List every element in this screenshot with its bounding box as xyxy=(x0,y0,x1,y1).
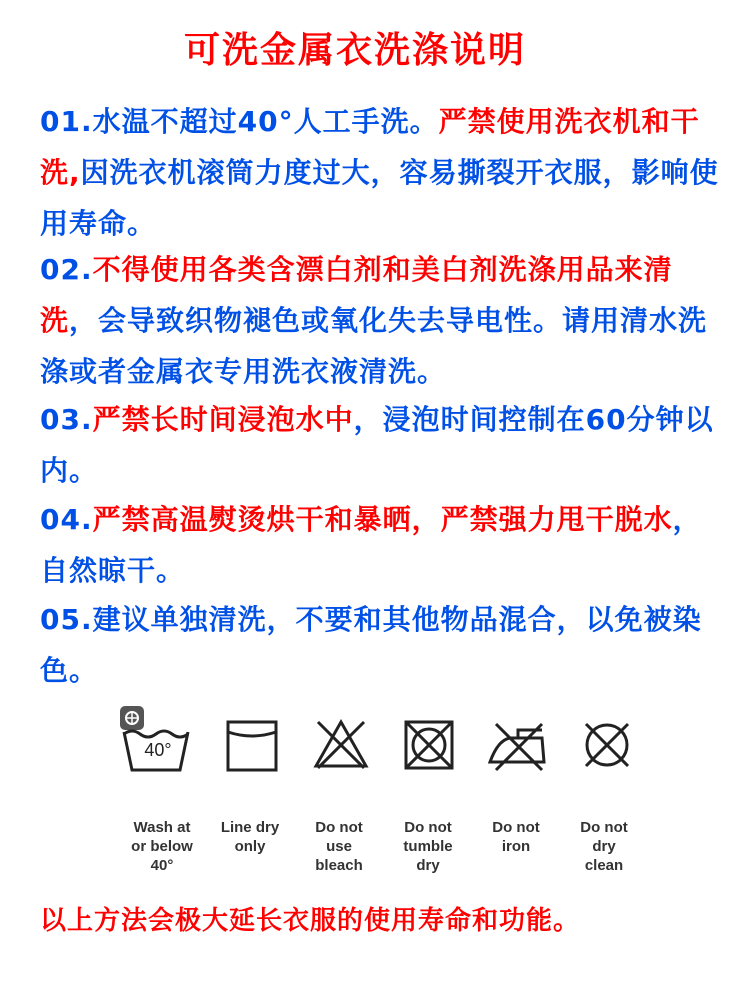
instruction-number: 02. xyxy=(40,253,93,286)
instruction-03 xyxy=(40,394,730,496)
line-dry-icon xyxy=(224,718,280,774)
instruction-warning: 不得使用各类含漂白剂和美白剂洗涤用品来清洗 xyxy=(40,253,673,337)
no-tumble-dry-icon xyxy=(400,716,458,774)
care-symbols-row xyxy=(0,700,750,780)
wash-40-icon xyxy=(118,704,198,774)
instruction-number: 04. xyxy=(40,503,93,536)
instruction-text: ，浸泡时间控制在60分钟以内。 xyxy=(40,403,714,487)
no-bleach-icon xyxy=(312,716,370,772)
instruction-text: ，自然晾干。 xyxy=(40,503,702,587)
instruction-warning: 严禁长时间浸泡水中 xyxy=(92,403,354,436)
instruction-text: ，会导致织物褪色或氧化失去导电性。请用清水洗涤或者金属衣专用洗衣液清洗。 xyxy=(40,304,708,388)
instruction-text: 水温不超过40°人工手洗。 xyxy=(92,105,439,138)
instruction-number: 05. xyxy=(40,603,93,636)
instruction-02 xyxy=(40,244,730,397)
care-label: Do not iron xyxy=(492,819,540,855)
care-label: Do not use bleach xyxy=(315,819,363,874)
wash-temperature: 40° xyxy=(144,740,172,760)
instruction-warning: 严禁使用洗衣机和干洗, xyxy=(40,105,700,189)
instruction-number: 01. xyxy=(40,105,93,138)
instruction-number: 03. xyxy=(40,403,93,436)
instruction-05 xyxy=(40,594,730,696)
instruction-01 xyxy=(40,96,730,249)
instruction-warning: 严禁高温熨烫烘干和暴晒，严禁强力甩干脱水 xyxy=(92,503,673,536)
instruction-text: 因洗衣机滚筒力度过大，容易撕裂开衣服，影响使用寿命。 xyxy=(40,156,719,240)
footer-note: 以上方法会极大延长衣服的使用寿命和功能。 xyxy=(40,906,581,936)
care-label: Wash at or below 40° xyxy=(131,819,193,874)
care-label: Line dry only xyxy=(220,819,280,855)
instruction-04 xyxy=(40,494,730,596)
care-label: Do not tumble dry xyxy=(403,819,453,874)
page-title: 可洗金属衣洗涤说明 xyxy=(183,30,526,71)
no-dry-clean-icon xyxy=(578,716,636,774)
no-iron-icon xyxy=(484,716,550,774)
care-label: Do not dry clean xyxy=(580,819,628,874)
instruction-text: 建议单独清洗，不要和其他物品混合，以免被染色。 xyxy=(40,603,702,687)
